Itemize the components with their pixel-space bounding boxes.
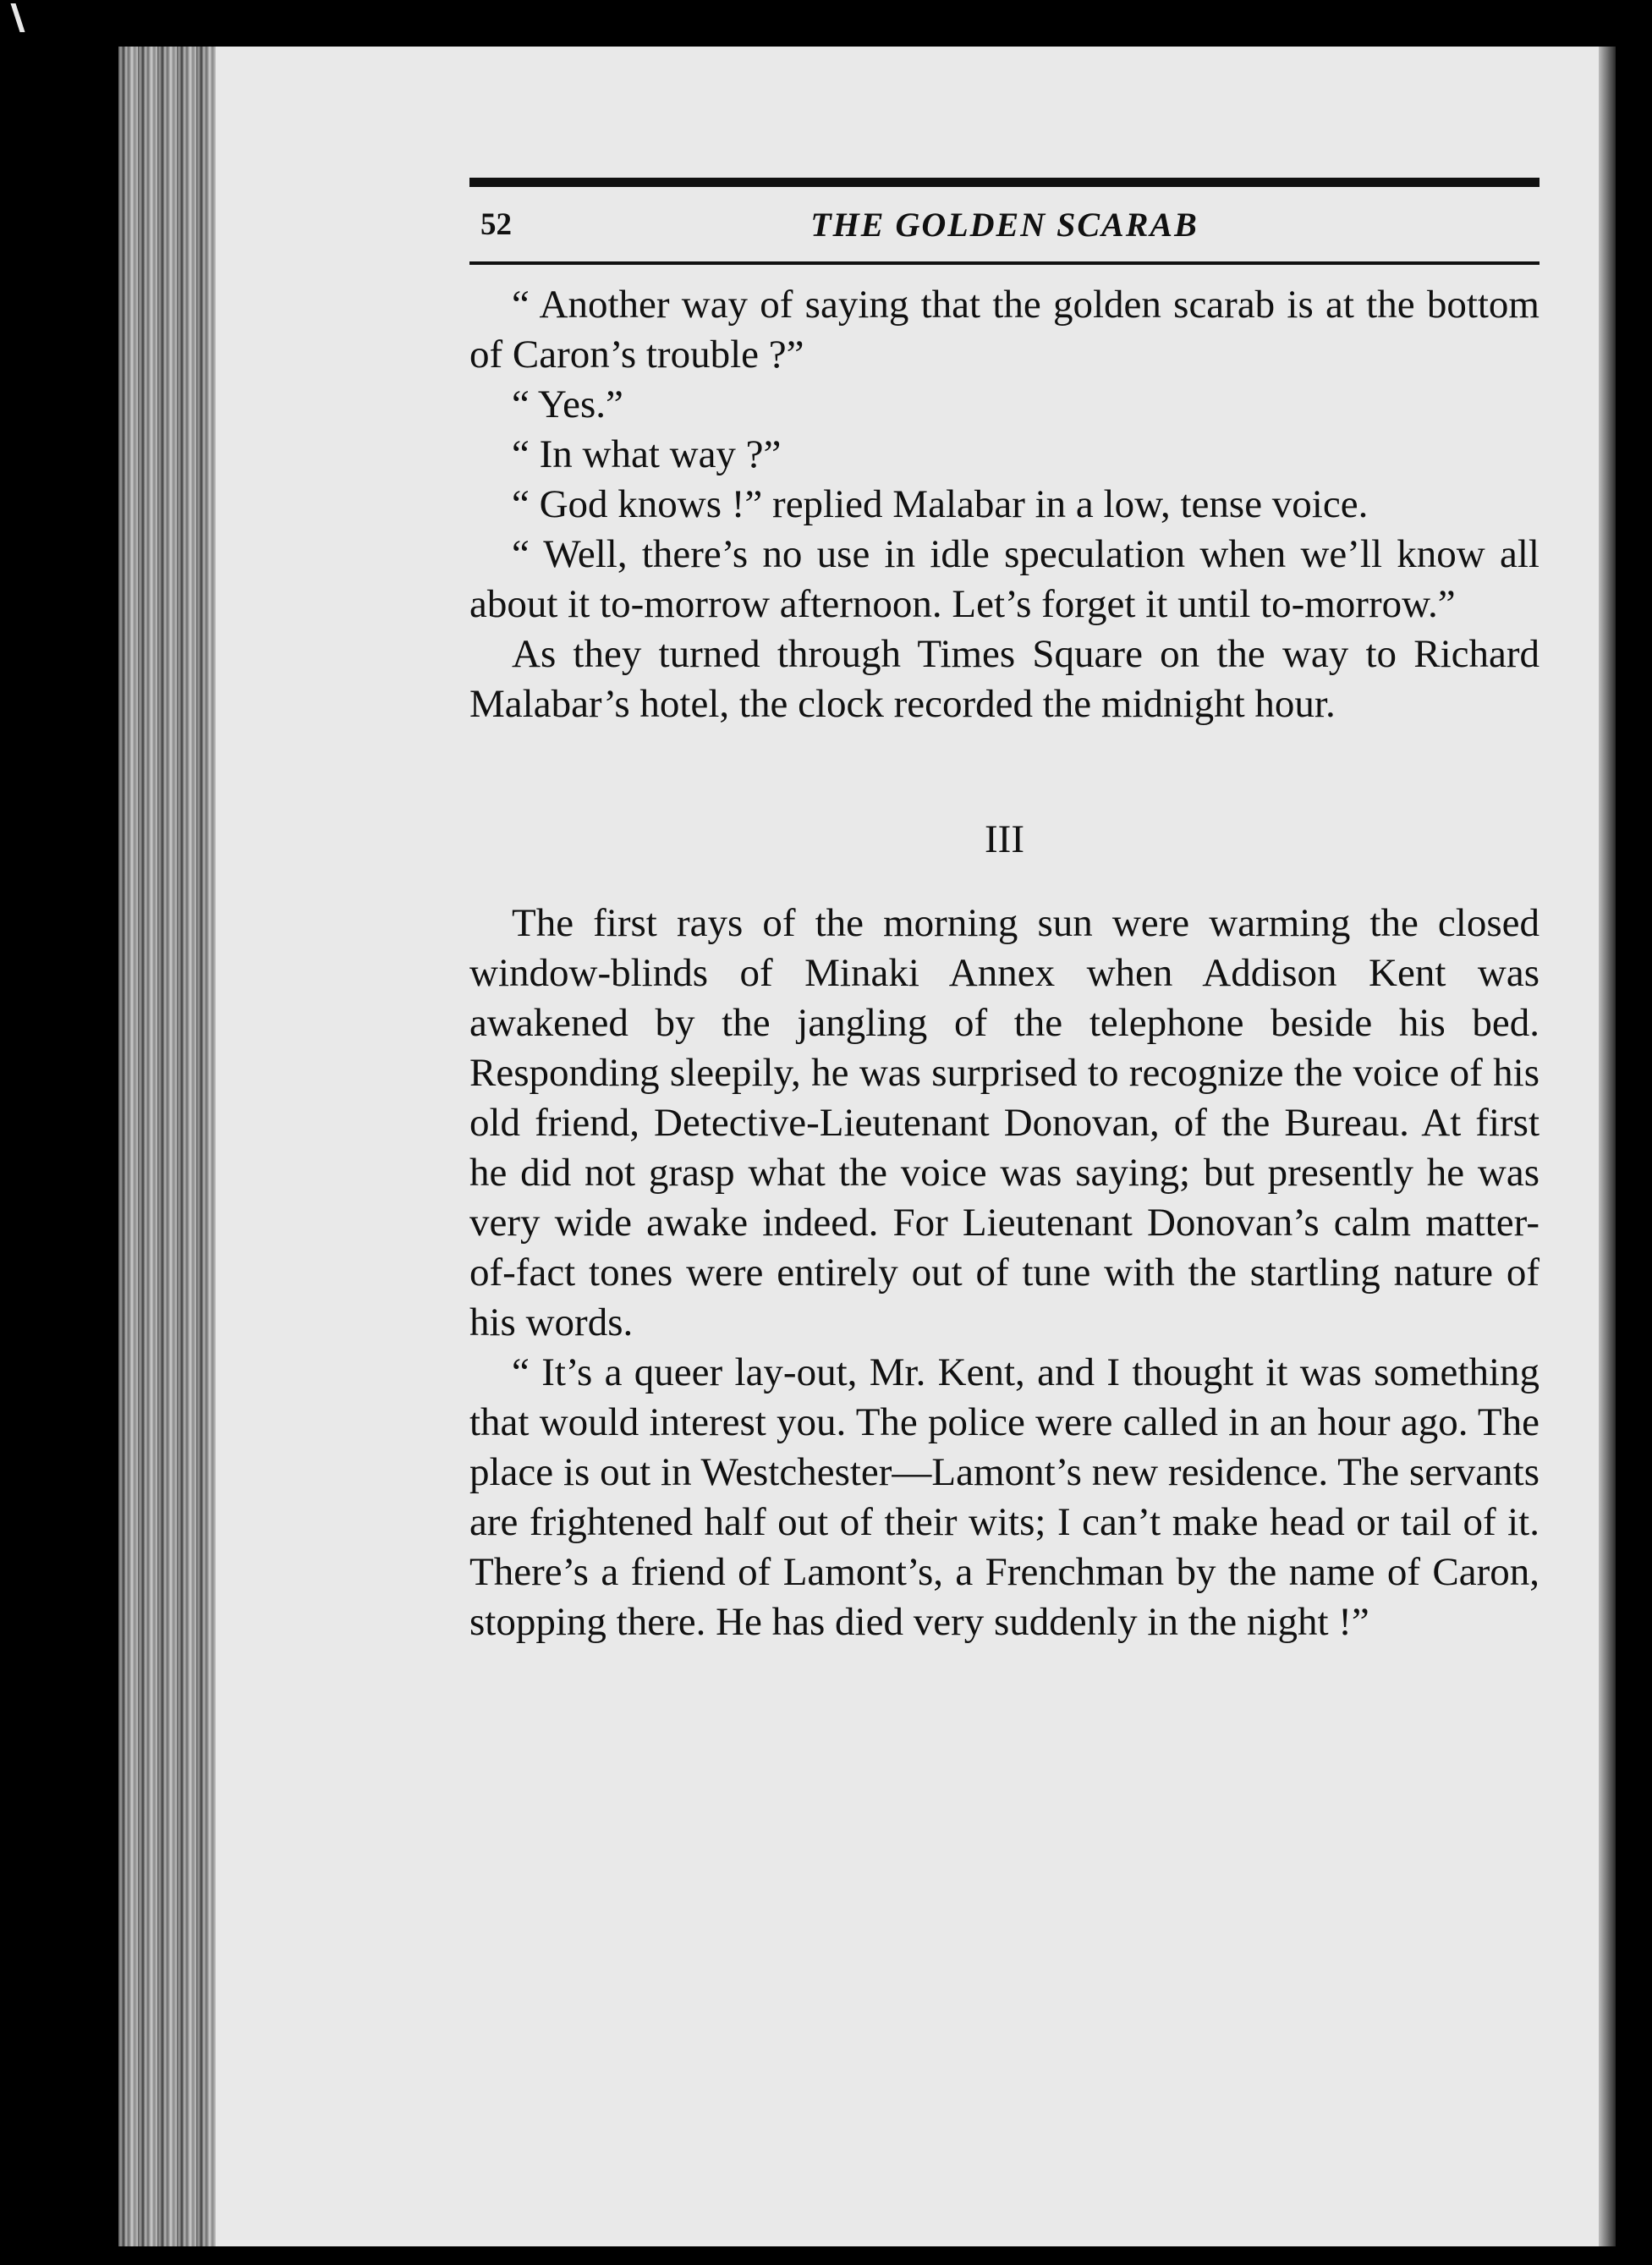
page-content [469, 178, 1539, 1647]
header-rule-bottom [469, 261, 1539, 265]
paragraph: As they turned through Times Square on the way to Richard Malabar’s hotel, the clock recorded the midnight hour. [469, 632, 1539, 726]
scan-corner-mark [10, 3, 25, 32]
paragraph: “ God knows !” replied Malabar in a low, tense voice. [512, 482, 1369, 526]
paragraph: “ Yes.” [512, 382, 623, 426]
book-title: THE GOLDEN SCARAB [810, 206, 1199, 244]
page-right-shadow [1599, 47, 1616, 2246]
body-text-after-chapter [469, 899, 1539, 1647]
paragraph: “ Well, there’s no use in idle speculation when we’ll know all about it to-morrow afternoon. Let’s forget it until to-morrow.” [469, 532, 1539, 626]
running-head [469, 204, 1539, 246]
body-text-before-chapter [469, 280, 1539, 729]
paragraph: The first rays of the morning sun were warming the closed window-blinds of Minaki Annex when Addison Kent was awakened by the jangling of the telephone beside his bed. Responding sleepily, he was surprised to recognize the voice of his old friend, Detective-Lieutenant Donovan, of the Bureau. At first he did not grasp what the voice was saying; but presently he was very wide awake indeed. For Lieutenant Donovan’s calm matter-of-fact tones were entirely out of tune with the startling nature of his words. [469, 901, 1539, 1344]
header-rule-top [469, 178, 1539, 187]
chapter-number: III [985, 817, 1024, 861]
paragraph: “ It’s a queer lay-out, Mr. Kent, and I thought it was something that would interest you. The police were called in an hour ago. The place is out in Westchester—Lamont’s new residence. The servants are frightened half out of their wits; I can’t make head or tail of it. There’s a friend of Lamont’s, a Frenchman by the name of Caron, stopping there. He has died very suddenly in the night !” [469, 1350, 1539, 1644]
paragraph: “ In what way ?” [512, 432, 782, 476]
paragraph: “ Another way of saying that the golden scarab is at the bottom of Caron’s trouble ?” [469, 283, 1539, 377]
page-number: 52 [480, 207, 512, 242]
